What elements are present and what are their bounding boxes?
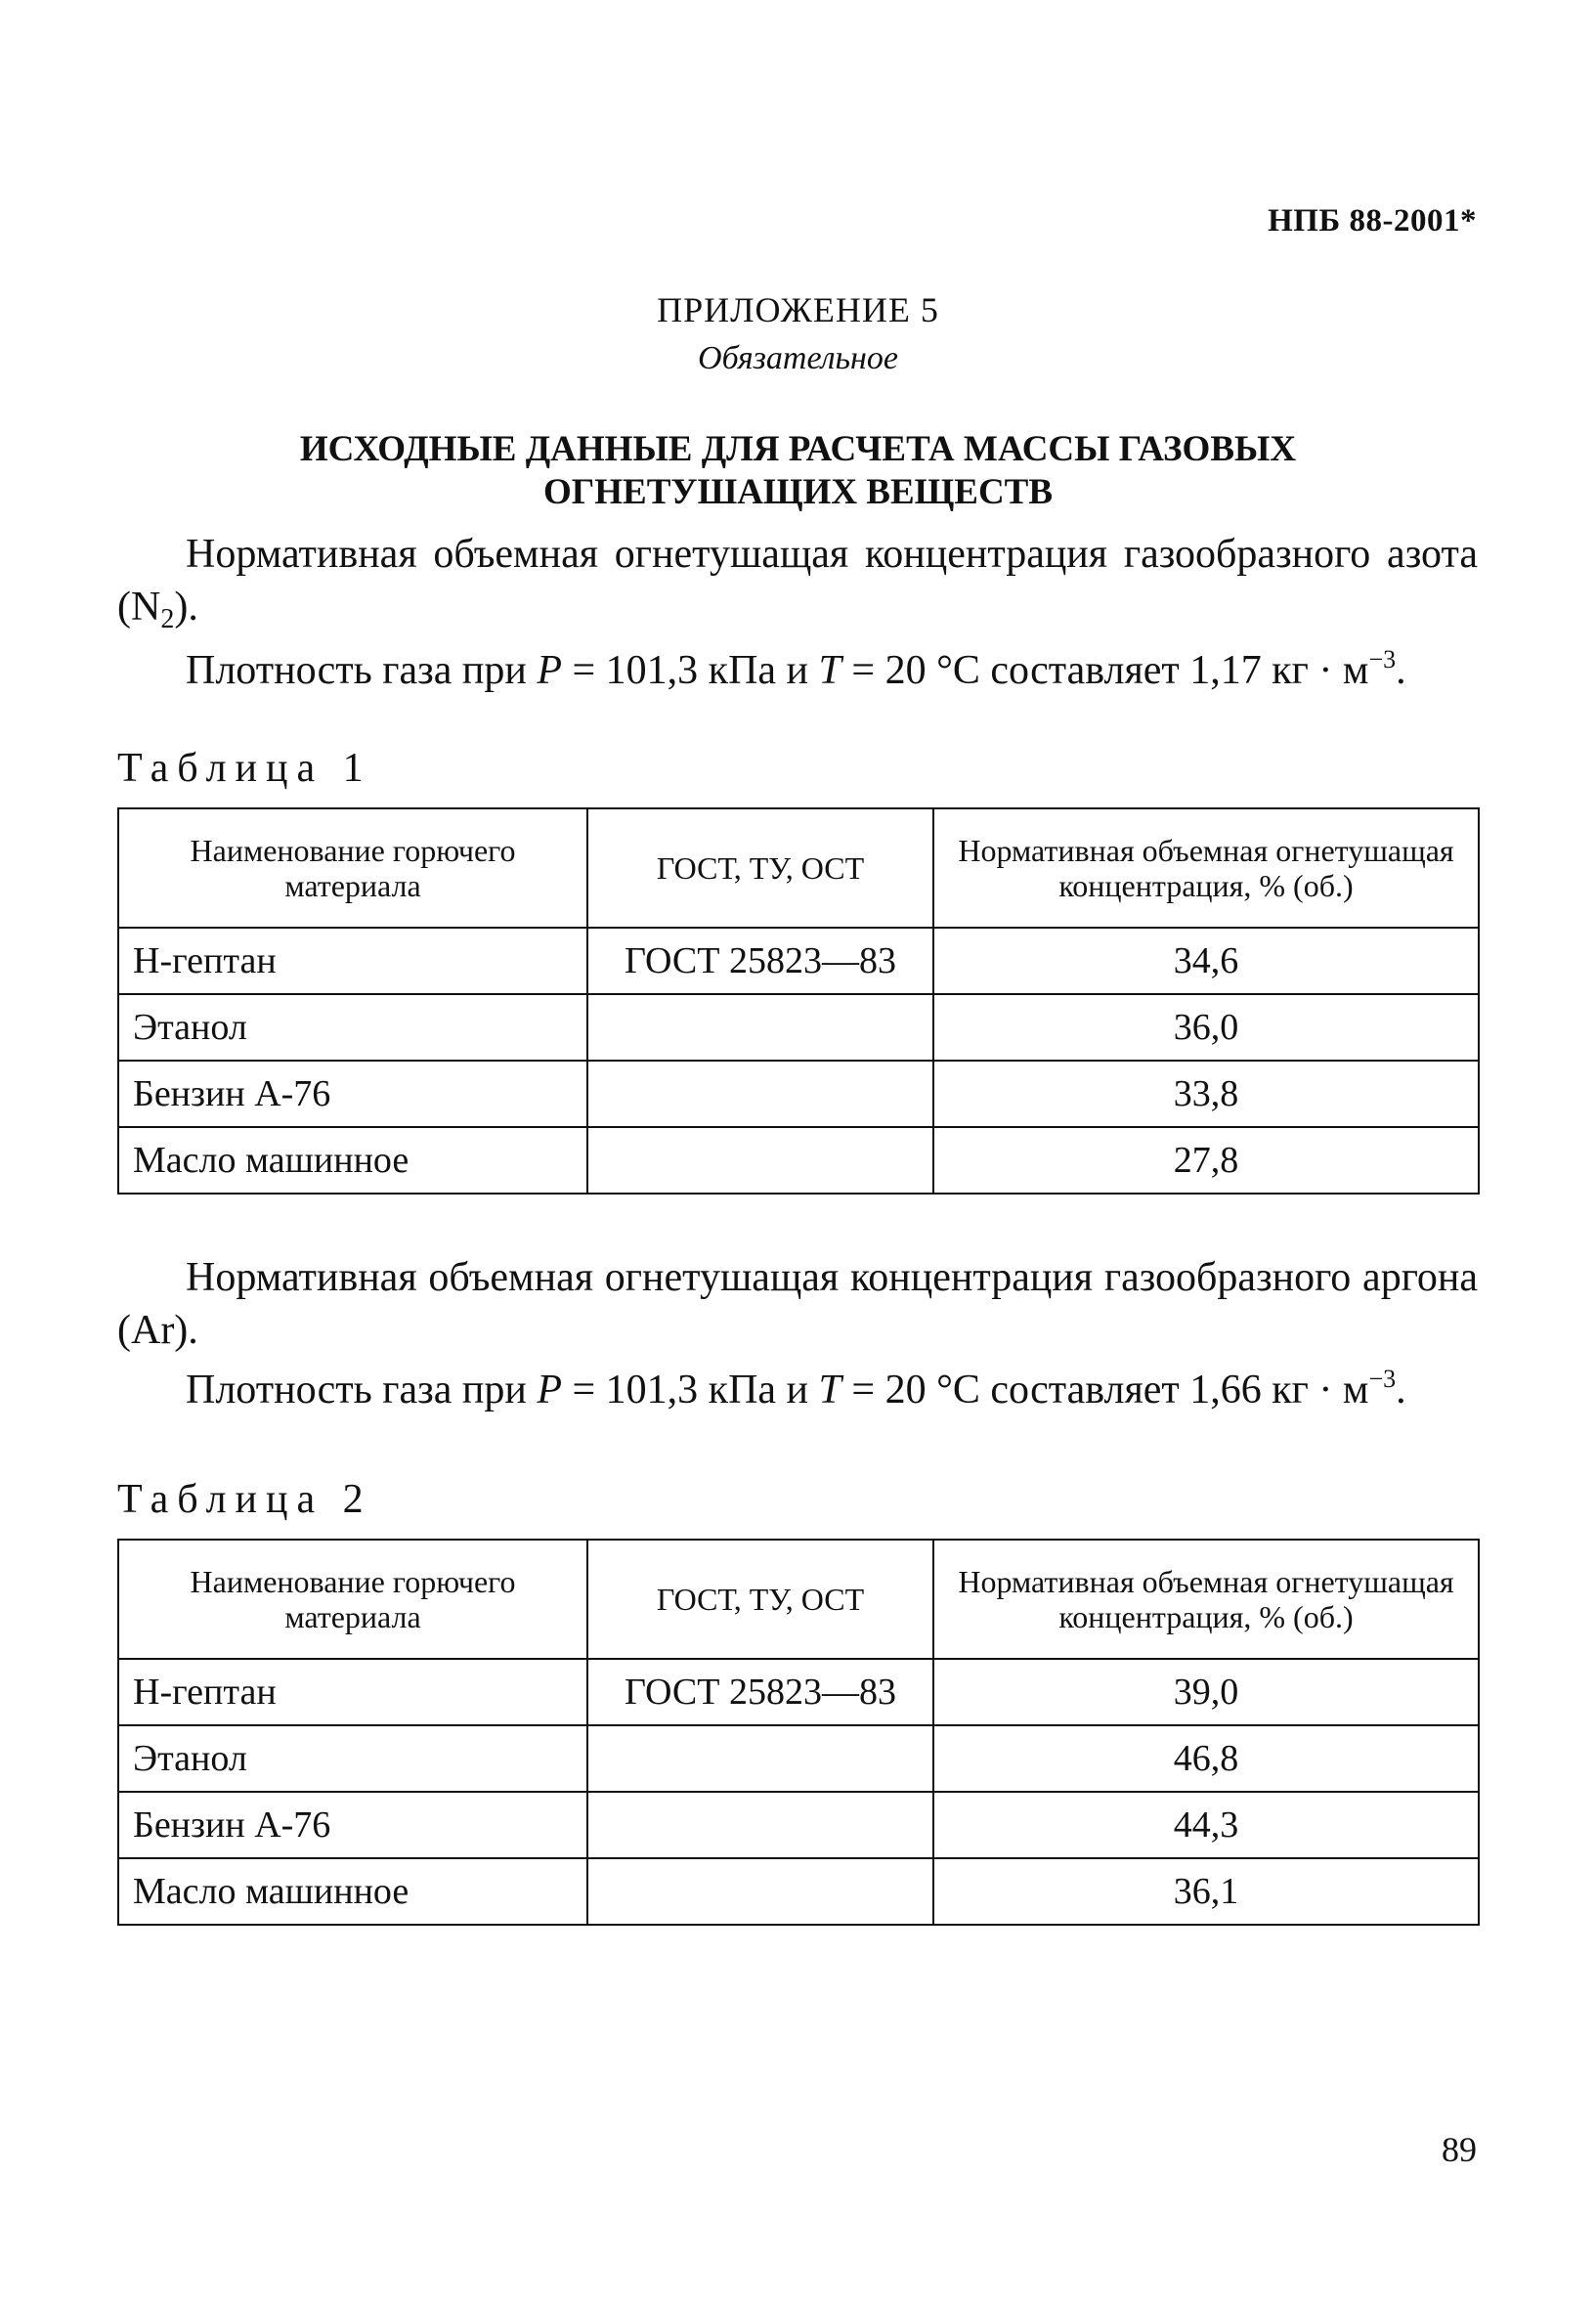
column-header-concentration: Нормативная объемная огнетушащая концентрация, % (об.) bbox=[933, 1540, 1479, 1659]
concentration-cell: 46,8 bbox=[933, 1725, 1479, 1792]
table-1-caption: Таблица 1 bbox=[117, 746, 372, 791]
section-heading-line-2: ОГНЕТУШАЩИХ ВЕЩЕСТВ bbox=[542, 472, 1054, 512]
concentration-cell: 34,6 bbox=[933, 928, 1479, 994]
standard-cell bbox=[587, 1858, 933, 1925]
column-header-concentration: Нормативная объемная огнетушащая концентрация, % (об.) bbox=[933, 808, 1479, 928]
appendix-title: ПРИЛОЖЕНИЕ 5 bbox=[657, 290, 939, 329]
section-heading-line-1: ИСХОДНЫЕ ДАННЫЕ ДЛЯ РАСЧЕТА МАССЫ ГАЗОВЫХ bbox=[299, 429, 1297, 469]
standard-cell bbox=[587, 994, 933, 1061]
material-cell: Н-гептан bbox=[118, 1659, 587, 1725]
material-cell: Этанол bbox=[118, 1725, 587, 1792]
standard-cell bbox=[587, 1061, 933, 1127]
table-row bbox=[118, 1792, 1479, 1858]
standard-cell bbox=[587, 1127, 933, 1194]
table-row bbox=[118, 1659, 1479, 1725]
concentration-cell: 36,0 bbox=[933, 994, 1479, 1061]
material-cell: Бензин А-76 bbox=[118, 1792, 587, 1858]
table-row bbox=[118, 1858, 1479, 1925]
concentration-cell: 27,8 bbox=[933, 1127, 1479, 1194]
column-header-standard: ГОСТ, ТУ, ОСТ bbox=[587, 1540, 933, 1659]
appendix-subtitle: Обязательное bbox=[698, 340, 898, 376]
table-2-caption: Таблица 2 bbox=[117, 1477, 372, 1522]
table-row bbox=[118, 1127, 1479, 1194]
table-header-row bbox=[118, 808, 1479, 928]
table-header-row bbox=[118, 1540, 1479, 1659]
standard-cell: ГОСТ 25823—83 bbox=[587, 928, 933, 994]
document-code: НПБ 88-2001* bbox=[1268, 203, 1477, 239]
material-cell: Масло машинное bbox=[118, 1858, 587, 1925]
column-header-standard: ГОСТ, ТУ, ОСТ bbox=[587, 808, 933, 928]
table-row bbox=[118, 994, 1479, 1061]
standard-cell bbox=[587, 1792, 933, 1858]
table-row bbox=[118, 1061, 1479, 1127]
material-cell: Этанол bbox=[118, 994, 587, 1061]
material-cell: Масло машинное bbox=[118, 1127, 587, 1194]
table-row bbox=[118, 1725, 1479, 1792]
material-cell: Н-гептан bbox=[118, 928, 587, 994]
argon-concentration-paragraph: Нормативная объемная огнетушащая концентрация газообразного аргона (Ar). bbox=[117, 1255, 1478, 1353]
column-header-material: Наименование горючего материала bbox=[118, 808, 587, 928]
concentration-cell: 36,1 bbox=[933, 1858, 1479, 1925]
column-header-material: Наименование горючего материала bbox=[118, 1540, 587, 1659]
nitrogen-concentration-paragraph: Нормативная объемная огнетушащая концентрация газообразного азота $(N_2)$. bbox=[117, 532, 1478, 634]
concentration-cell: 44,3 bbox=[933, 1792, 1479, 1858]
table-row bbox=[118, 928, 1479, 994]
table-1 bbox=[117, 807, 1480, 1195]
nitrogen-density-paragraph: Плотность газа при P = 101,3 кПа и T = 20 °С составляет 1,17 кг · $м^{-3}$. bbox=[186, 645, 1406, 693]
concentration-cell: 33,8 bbox=[933, 1061, 1479, 1127]
concentration-cell: 39,0 bbox=[933, 1659, 1479, 1725]
table-2 bbox=[117, 1539, 1480, 1926]
section-heading bbox=[0, 428, 1596, 514]
argon-density-paragraph: Плотность газа при P = 101,3 кПа и T = 20 °С составляет 1,66 кг · $м^{-3}$. bbox=[186, 1365, 1406, 1412]
material-cell: Бензин А-76 bbox=[118, 1061, 587, 1127]
page-number: 89 bbox=[1442, 2130, 1477, 2169]
standard-cell bbox=[587, 1725, 933, 1792]
standard-cell: ГОСТ 25823—83 bbox=[587, 1659, 933, 1725]
